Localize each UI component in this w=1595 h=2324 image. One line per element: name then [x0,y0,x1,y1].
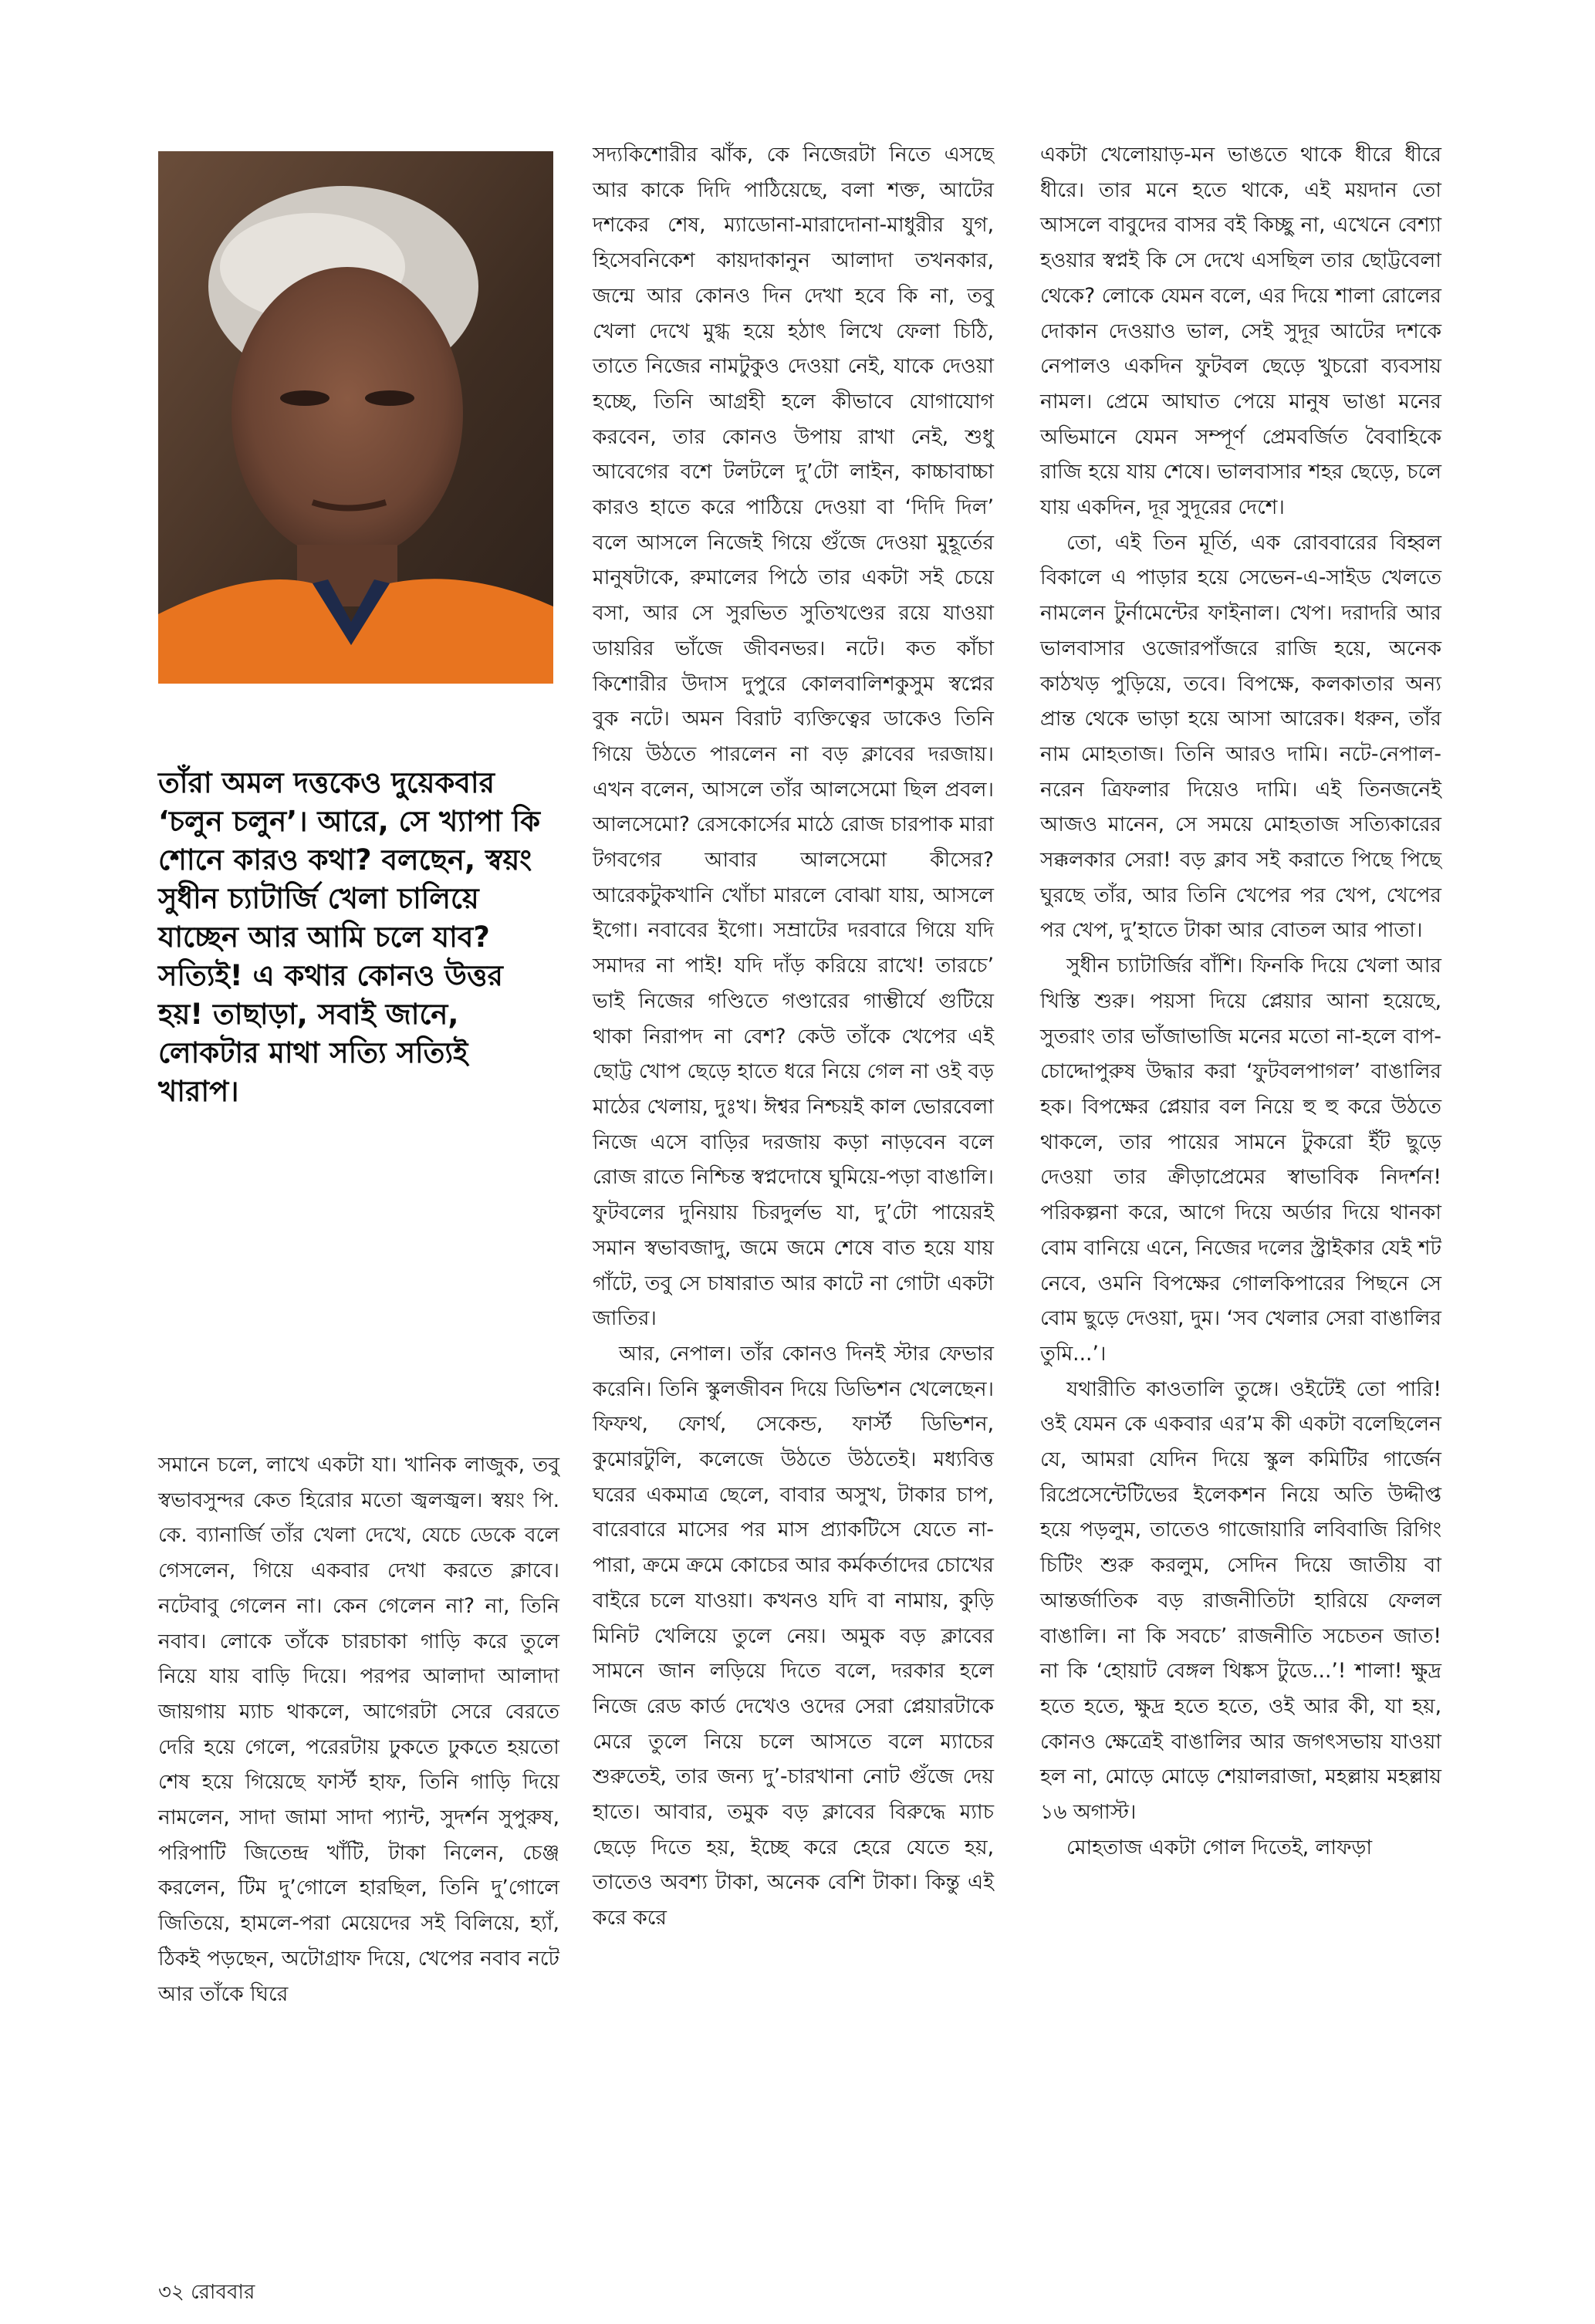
article-column-1 [158,1447,559,2012]
pull-quote: তাঁরা অমল দত্তকেও দুয়েকবার ‘চলুন চলুন’। আরে, সে খ্যাপা কি শোনে কারও কথা? বলছেন, স্বয়ং সুধীন চ্যাটার্জি খেলা চালিয়ে যাচ্ছেন আর আমি চলে যাব? সত্যিই! এ কথার কোনও উত্তর হয়! তাছাড়া, সবাই জানে, লোকটার মাথা সত্যি সত্যিই খারাপ। [158,766,540,1108]
portrait-photo [158,151,553,684]
paragraph: সদ্যকিশোরীর ঝাঁক, কে নিজেরটা নিতে এসছে আর কাকে দিদি পাঠিয়েছে, বলা শক্ত, আটের দশকের শেষ, ম্যাডোনা-মারাদোনা-মাধুরীর যুগ, হিসেবনিকেশ কায়দাকানুন আলাদা তখনকার, জন্মে আর কোনও দিন দেখা হবে কি না, তবু খেলা দেখে মুগ্ধ হয়ে হঠাৎ লিখে ফেলা চিঠি, তাতে নিজের নামটুকুও দেওয়া নেই, যাকে দেওয়া হচ্ছে, তিনি আগ্রহী হলে কীভাবে যোগাযোগ করবেন, তার কোনও উপায় রাখা নেই, শুধু আবেগের বশে টলটলে দু’টো লাইন, কাচ্চাবাচ্চা কারও হাতে করে পাঠিয়ে দেওয়া বা ‘দিদি দিল’ বলে আসলে নিজেই গিয়ে গুঁজে দেওয়া মুহূর্তের মানুষটাকে, রুমালের পিঠে তার একটা সই চেয়ে বসা, আর সে সুরভিত সুতিখণ্ডের রয়ে যাওয়া ডায়রির ভাঁজে জীবনভর। নটে। কত কাঁচা কিশোরীর উদাস দুপুরে কোলবালিশকুসুম স্বপ্নের বুক নটে। অমন বিরাট ব্যক্তিত্বের ডাকেও তিনি গিয়ে উঠতে পারলেন না বড় ক্লাবের দরজায়। এখন বলেন, আসলে তাঁর আলসেমো ছিল প্রবল। আলসেমো? রেসকোর্সের মাঠে রোজ চারপাক মারা টগবগের আবার আলসেমো কীসের? আরেকটুকখানি খোঁচা মারলে বোঝা যায়, আসলে ইগো। নবাবের ইগো। সম্রাটের দরবারে গিয়ে যদি সমাদর না পাই! যদি দাঁড় করিয়ে রাখে! তারচে’ ভাই নিজের গণ্ডিতে গণ্ডারের গাম্ভীর্যে গুটিয়ে থাকা নিরাপদ না বেশ? কেউ তাঁকে খেপের এই ছোট্ট খোপ ছেড়ে হাতে ধরে নিয়ে গেল না ওই বড় মাঠের খেলায়, দুঃখ। ঈশ্বর নিশ্চয়ই কাল ভোরবেলা নিজে এসে বাড়ির দরজায় কড়া নাড়বেন বলে রোজ রাতে নিশ্চিন্ত স্বপ্নদোষে ঘুমিয়ে-পড়া বাঙালি। ফুটবলের দুনিয়ায় চিরদুর্লভ যা, দু’টো পায়েরই সমান স্বভাবজাদু, জমে জমে শেষে বাত হয়ে যায় গাঁটে, তবু সে চাষারাত আর কাটে না গোটা একটা জাতির। [593,143,994,1331]
page-footer [158,2276,255,2310]
paragraph: যথারীতি কাওতালি তুঙ্গে। ওইটেই তো পারি! ওই যেমন কে একবার এর’ম কী একটা বলেছিলেন যে, আমরা যেদিন দিয়ে স্কুল কমিটির গার্জেন রিপ্রেসেন্টেটিভের ইলেকশন নিয়ে অতি উদ্দীপ্ত হয়ে পড়লুম, তাতেও গাজোয়ারি লবিবাজি রিগিং চিটিং শুরু করলুম, সেদিন দিয়ে জাতীয় বা আন্তর্জাতিক বড় রাজনীতিটা হারিয়ে ফেলল বাঙালি। না কি সবচে’ রাজনীতি সচেতন জাত! না কি ‘হোয়াট বেঙ্গল থিঙ্কস টুডে...’! শালা! ক্ষুদ্র হতে হতে, ক্ষুদ্র হতে হতে, ওই আর কী, যা হয়, কোনও ক্ষেত্রেই বাঙালির আর জগৎসভায় যাওয়া হল না, মোড়ে মোড়ে শেয়ালরাজা, মহল্লায় মহল্লায় ১৬ অগাস্ট। [1040,1376,1441,1825]
paragraph: মোহতাজ একটা গোল দিতেই, লাফড়া [1066,1835,1373,1860]
article-column-3 [1040,137,1441,1865]
paragraph: আর, নেপাল। তাঁর কোনও দিনই স্টার ফেভার করেনি। তিনি স্কুলজীবন দিয়ে ডিভিশন খেলেছেন। ফিফথ, ফোর্থ, সেকেন্ড, ফার্স্ট ডিভিশন, কুমোরটুলি, কলেজে উঠতে উঠতেই। মধ্যবিত্ত ঘরের একমাত্র ছেলে, বাবার অসুখ, টাকার চাপ, বারেবারে মাসের পর মাস প্র্যাকটিসে যেতে না-পারা, ক্রমে ক্রমে কোচের আর কর্মকর্তাদের চোখের বাইরে চলে যাওয়া। কখনও যদি বা নামায়, কুড়ি মিনিট খেলিয়ে তুলে নেয়। অমুক বড় ক্লাবের সামনে জান লড়িয়ে দিতে বলে, দরকার হলে নিজে রেড কার্ড দেখেও ওদের সেরা প্লেয়ারটাকে মেরে তুলে নিয়ে চলে আসতে বলে ম্যাচের শুরুতেই, তার জন্য দু’-চারখানা নোট গুঁজে দেয় হাতে। আবার, তমুক বড় ক্লাবের বিরুদ্ধে ম্যাচ ছেড়ে দিতে হয়, ইচ্ছে করে হেরে যেতে হয়, তাতেও অবশ্য টাকা, অনেক বেশি টাকা। কিন্তু এই করে করে [593,1341,994,1930]
page-number: ৩২ [158,2281,184,2304]
magazine-name: রোববার [191,2281,255,2304]
paragraph: তো, এই তিন মূর্তি, এক রোববারের বিহ্বল বিকালে এ পাড়ার হয়ে সেভেন-এ-সাইড খেলতে নামলেন টুর্নামেন্টের ফাইনাল। খেপ। দরাদরি আর ভালবাসার ওজোরপাঁজরে রাজি হয়ে, অনেক কাঠখড় পুড়িয়ে, তবে। বিপক্ষে, কলকাতার অন্য প্রান্ত থেকে ভাড়া হয়ে আসা আরেক। ধরুন, তাঁর নাম মোহতাজ। তিনি আরও দামি। নটে-নেপাল-নরেন ত্রিফলার দিয়েও দামি। এই তিনজনেই আজও মানেন, সে সময়ে মোহতাজ সত্যিকারের সক্কলকার সেরা! বড় ক্লাব সই করাতে পিছে পিছে ঘুরছে তাঁর, আর তিনি খেপের পর খেপ, খেপের পর খেপ, দু’হাতে টাকা আর বোতল আর পাতা। [1040,530,1441,943]
paragraph: সমানে চলে, লাখে একটা যা। খানিক লাজুক, তবু স্বভাবসুন্দর কেত হিরোর মতো জ্বলজ্বল। স্বয়ং পি. কে. ব্যানার্জি তাঁর খেলা দেখে, যেচে ডেকে বলে গেসলেন, গিয়ে একবার দেখা করতে ক্লাবে। নটেবাবু গেলেন না। কেন গেলেন না? না, তিনি নবাব। লোকে তাঁকে চারচাকা গাড়ি করে তুলে নিয়ে যায় বাড়ি দিয়ে। পরপর আলাদা আলাদা জায়গায় ম্যাচ থাকলে, আগেরটা সেরে বেরতে দেরি হয়ে গেলে, পরেরটায় ঢুকতে ঢুকতে হয়তো শেষ হয়ে গিয়েছে ফার্স্ট হাফ, তিনি গাড়ি দিয়ে নামলেন, সাদা জামা সাদা প্যান্ট, সুদর্শন সুপুরুষ, পরিপাটি জিতেন্দ্র খাঁটি, টাকা নিলেন, চেঞ্জ করলেন, টিম দু’গোলে হারছিল, তিনি দু’গোলে জিতিয়ে, হামলে-পরা মেয়েদের সই বিলিয়ে, হ্যাঁ, ঠিকই পড়ছেন, অটোগ্রাফ দিয়ে, খেপের নবাব নটে আর তাঁকে ঘিরে [158,1453,559,2006]
article-column-2 [593,137,994,1936]
paragraph: সুধীন চ্যাটার্জির বাঁশি। ফিনকি দিয়ে খেলা আর খিস্তি শুরু। পয়সা দিয়ে প্লেয়ার আনা হয়েছে, সুতরাং তার ভাঁজাভাজি মনের মতো না-হলে বাপ-চোদ্দোপুরুষ উদ্ধার করা ‘ফুটবলপাগল’ বাঙালির হক। বিপক্ষের প্লেয়ার বল নিয়ে হু হু করে উঠতে থাকলে, তার পায়ের সামনে টুকরো ইঁট ছুড়ে দেওয়া তার ক্রীড়াপ্রেমের স্বাভাবিক নিদর্শন! পরিকল্পনা করে, আগে দিয়ে অর্ডার দিয়ে থানকা বোম বানিয়ে এনে, নিজের দলের স্ট্রাইকার যেই শট নেবে, ওমনি বিপক্ষের গোলকিপারের পিছনে সে বোম ছুড়ে দেওয়া, দুম। ‘সব খেলার সেরা বাঙালির তুমি...’। [1040,954,1441,1366]
paragraph: একটা খেলোয়াড়-মন ভাঙতে থাকে ধীরে ধীরে ধীরে। তার মনে হতে থাকে, এই ময়দান তো আসলে বাবুদের বাসর বই কিচ্ছু না, এখেনে বেশ্যা হওয়ার স্বপ্নই কি সে দেখে এসছিল তার ছোট্টবেলা থেকে? লোকে যেমন বলে, এর দিয়ে শালা রোলের দোকান দেওয়াও ভাল, সেই সুদূর আটের দশকে নেপালও একদিন ফুটবল ছেড়ে খুচরো ব্যবসায় নামল। প্রেমে আঘাত পেয়ে মানুষ ভাঙা মনের অভিমানে যেমন সম্পূর্ণ প্রেমবর্জিত বৈবাহিকে রাজি হয়ে যায় শেষে। ভালবাসার শহর ছেড়ে, চলে যায় একদিন, দূর সুদূরের দেশে। [1040,143,1441,520]
